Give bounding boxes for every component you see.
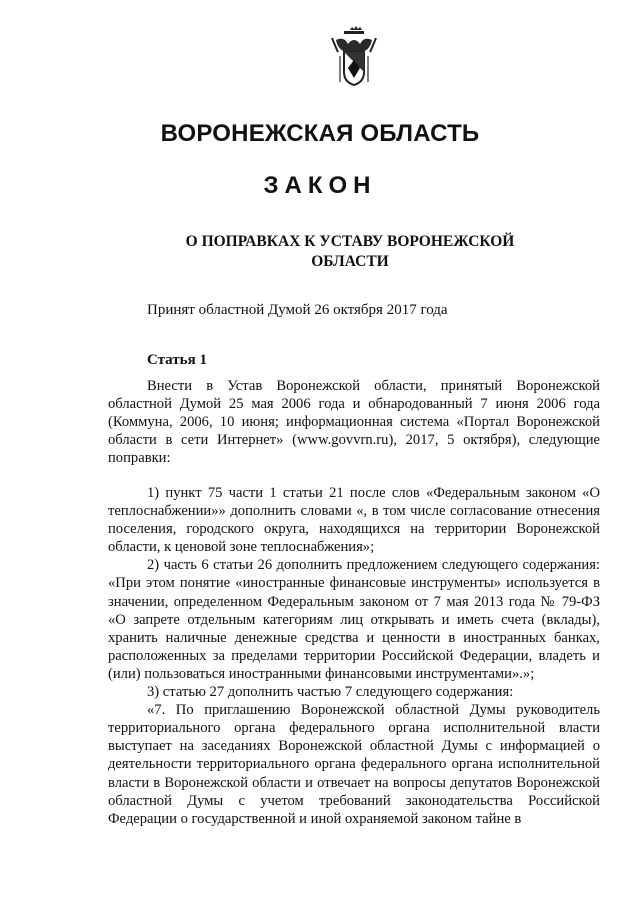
article-intro [108,377,600,467]
paragraph: «7. По приглашению Воронежской областной Думы руководитель территориального органа федерального органа исполнительной власти выступает на заседаниях Воронежской областной Думы с информацией о деятельности территориального органа федерального органа исполнительной власти в Воронежской области и отвечает на вопросы депутатов Воронежской областной Думы с учетом требований законодательства Российской Федерации о государственной и иной охраняемой законом тайне в [108,702,600,827]
law-subject-line: ОБЛАСТИ [311,253,389,270]
paragraph: Внести в Устав Воронежской области, принятый Воронежской областной Думой 25 мая 2006 года и обнародованный 7 июня 2006 года (Коммуна, 2006, 10 июня; информационная система «Портал Воронежской области в сети Интернет» (www.govvrn.ru), 2017, 5 октября), следующие поправки: [108,378,600,467]
coat-of-arms-icon [330,26,378,88]
paragraph: 3) статью 27 дополнить частью 7 следующего содержания: [147,684,514,701]
article-heading: Статья 1 [147,352,207,368]
law-subject-line: О ПОПРАВКАХ К УСТАВУ ВОРОНЕЖСКОЙ [185,233,515,250]
region-title: ВОРОНЕЖСКАЯ ОБЛАСТЬ [160,120,480,147]
article-items [108,484,600,828]
document-type: ЗАКОН [263,172,377,199]
paragraph: 1) пункт 75 части 1 статьи 21 после слов «Федеральным законом «О теплоснабжении»» дополнить словами «, в том числе согласование отнесения поселения, городского округа, находящихся на территории Воронежской области, к ценовой зоне теплоснабжения»; [108,485,600,556]
adoption-date: Принят областной Думой 26 октября 2017 года [147,302,448,318]
paragraph: 2) часть 6 статьи 26 дополнить предложением следующего содержания: «При этом понятие «иностранные финансовые инструменты» используется в значении, определенном Федеральным законом от 7 мая 2013 года № 79-ФЗ «О запрете отдельным категориям лиц открывать и иметь счета (вклады), хранить наличные денежные средства и ценности в иностранных банках, расположенных за пределами территории Российской Федерации, владеть и (или) пользоваться иностранными финансовыми инструментами».»; [108,557,600,682]
law-subject [150,232,550,272]
